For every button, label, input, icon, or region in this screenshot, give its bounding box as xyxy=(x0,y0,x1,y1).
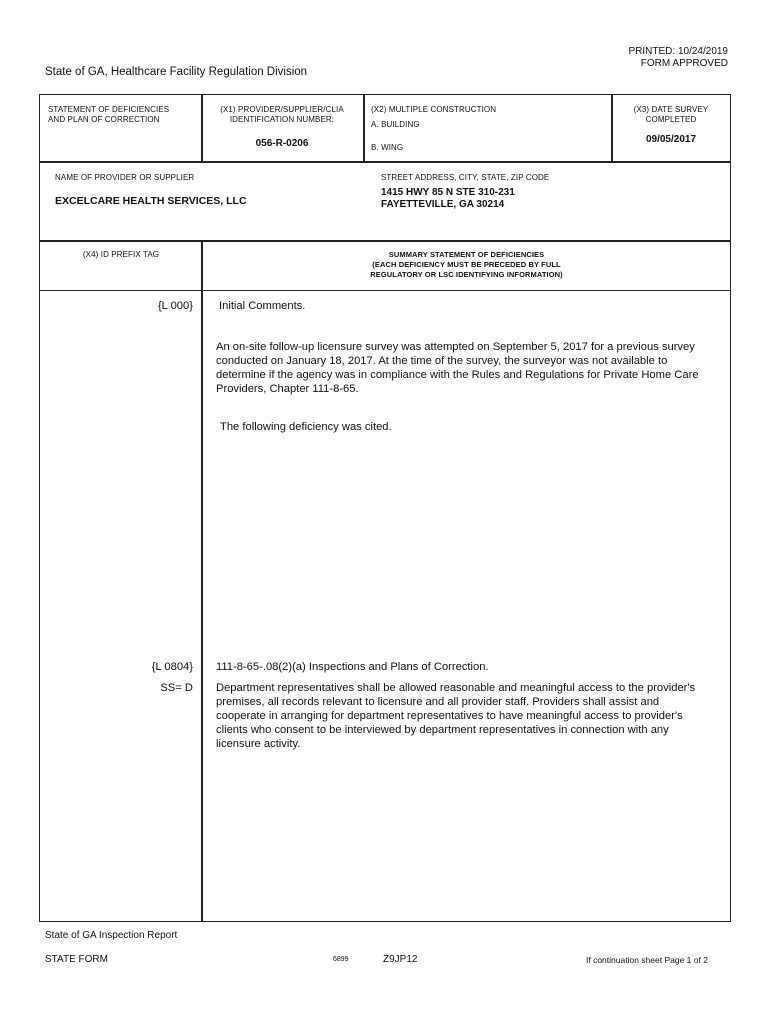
statement-label-line: STATEMENT OF DEFICIENCIES xyxy=(48,105,170,114)
print-info xyxy=(629,46,729,70)
division-title: State of GA, Healthcare Facility Regulation Division xyxy=(45,66,308,78)
paragraph-line: clients who consent to be interviewed by department representatives in connection with any xyxy=(216,724,669,736)
printed-date: PRINTED: 10/24/2019 xyxy=(628,46,728,57)
summary-label-line: (EACH DEFICIENCY MUST BE PRECEDED BY FULL xyxy=(372,260,561,269)
form-number: 6899 xyxy=(333,956,349,963)
address-label: STREET ADDRESS, CITY, STATE, ZIP CODE xyxy=(381,173,550,182)
provider-id-number: 056-R-0206 xyxy=(255,138,309,149)
paragraph-line: licensure activity. xyxy=(216,738,301,750)
x2-label: (X2) MULTIPLE CONSTRUCTION xyxy=(371,105,497,114)
scope-severity: SS= D xyxy=(160,682,193,694)
entry-title: Initial Comments. xyxy=(219,300,306,312)
entry-paragraph xyxy=(216,681,730,751)
entry-note: The following deficiency was cited. xyxy=(220,421,392,433)
entry-paragraph xyxy=(216,340,730,396)
x1-label xyxy=(203,105,361,125)
summary-label-line: SUMMARY STATEMENT OF DEFICIENCIES xyxy=(388,250,545,259)
provider-address xyxy=(381,187,515,211)
x2-building: A. BUILDING xyxy=(371,120,420,129)
id-prefix-tag-label: (X4) ID PREFIX TAG xyxy=(82,250,160,259)
paragraph-line: An on-site follow-up licensure survey was attempted on September 5, 2017 for a previous survey xyxy=(216,341,695,353)
paragraph-line: Providers, Chapter 111-8-65. xyxy=(216,383,359,395)
x3-label-line: (X3) DATE SURVEY xyxy=(633,105,709,114)
entry-title: 111-8-65-.08(2)(a) Inspections and Plans of Correction. xyxy=(216,661,489,673)
provider-name: EXCELCARE HEALTH SERVICES, LLC xyxy=(55,195,247,207)
continuation-page-note: If continuation sheet Page 1 of 2 xyxy=(586,955,708,965)
address-line: FAYETTEVILLE, GA 30214 xyxy=(381,199,505,210)
x2-wing: B. WING xyxy=(371,143,404,152)
event-id: Z9JP12 xyxy=(383,954,418,965)
x1-label-line: (X1) PROVIDER/SUPPLIER/CLIA xyxy=(220,105,344,114)
form-status: FORM APPROVED xyxy=(640,58,728,69)
divider xyxy=(39,240,731,242)
x3-label-line: COMPLETED xyxy=(645,115,697,124)
summary-label-line: REGULATORY OR LSC IDENTIFYING INFORMATION) xyxy=(370,270,563,279)
paragraph-line: conducted on January 18, 2017. At the time of the survey, the surveyor was not available to xyxy=(216,355,668,367)
summary-label xyxy=(203,250,730,280)
x3-label xyxy=(613,105,729,125)
paragraph-line: Department representatives shall be allowed reasonable and meaningful access to the provider's xyxy=(216,682,696,694)
divider xyxy=(201,290,203,922)
paragraph-line: premises, all records relevant to licensure and all provider staff. Providers shall assist and xyxy=(216,696,660,708)
divider xyxy=(39,161,731,163)
entry-tag: {L 0804} xyxy=(151,661,193,673)
x1-label-line: IDENTIFICATION NUMBER: xyxy=(229,115,335,124)
provider-label: NAME OF PROVIDER OR SUPPLIER xyxy=(55,173,195,182)
form-name: STATE FORM xyxy=(45,954,108,965)
paragraph-line: determine if the agency was in compliance with the Rules and Regulations for Private Home Care xyxy=(216,369,699,381)
report-name: State of GA Inspection Report xyxy=(45,930,178,941)
divider xyxy=(363,94,365,161)
statement-label xyxy=(48,105,169,125)
paragraph-line: cooperate in arranging for department representatives to have meaningful access to provider's xyxy=(216,710,683,722)
survey-date: 09/05/2017 xyxy=(645,134,697,145)
entry-tag: {L 000} xyxy=(157,300,193,312)
address-line: 1415 HWY 85 N STE 310-231 xyxy=(381,187,515,198)
statement-label-line: AND PLAN OF CORRECTION xyxy=(48,115,160,124)
